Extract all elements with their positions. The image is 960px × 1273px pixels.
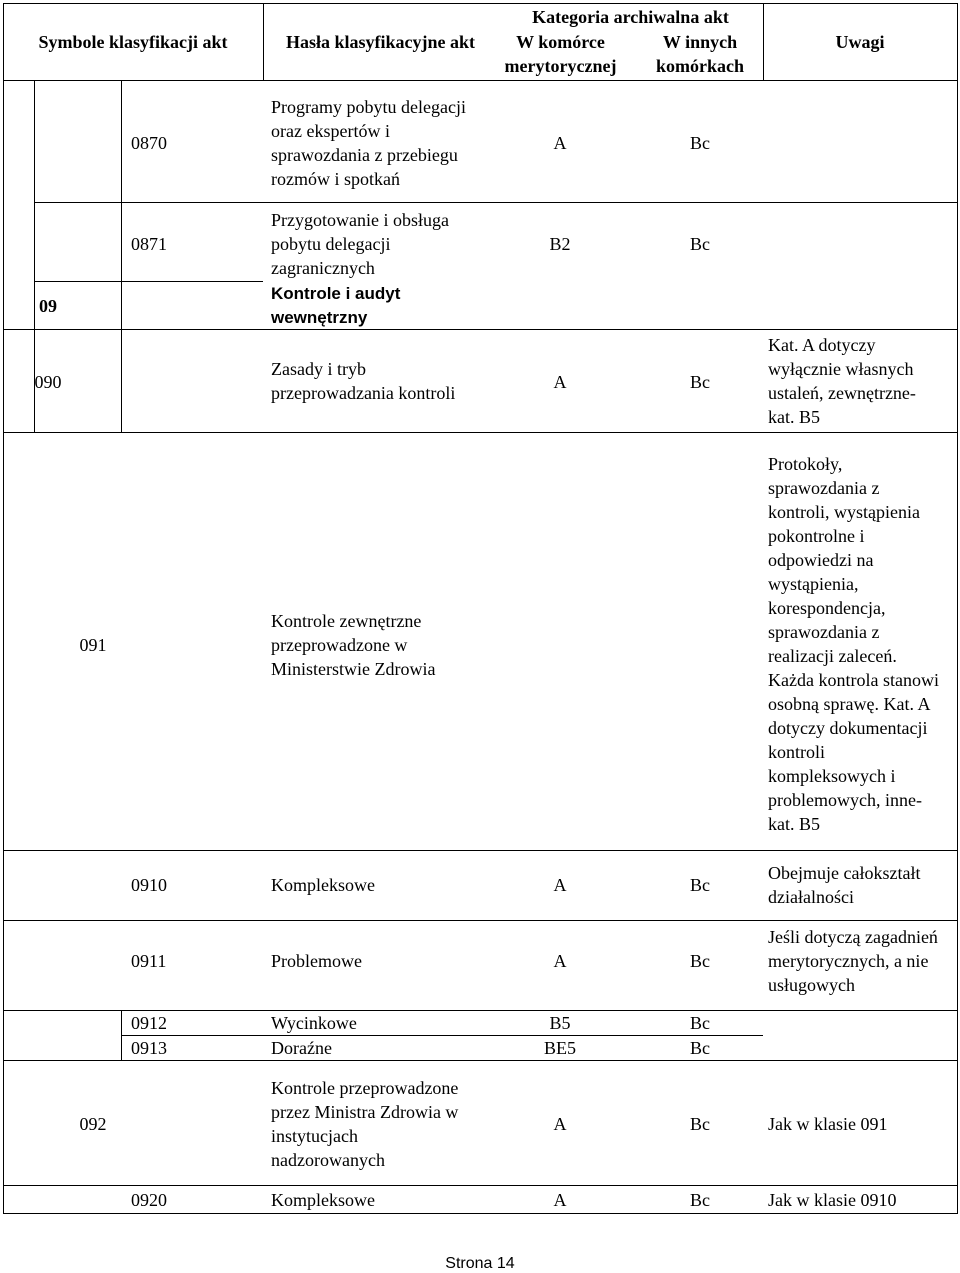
header-passwords: Hasła klasyfikacyjne akt [285,32,476,52]
cat-0912: B5 [549,1013,571,1033]
cat-092: A [553,1114,567,1134]
header-in-cell-1: W komórce [516,32,605,52]
title-090-line2: przeprowadzania kontroli [271,383,456,403]
other-090: Bc [690,372,710,392]
title-0870-line1: Programy pobytu delegacji [271,97,466,117]
title-09-line2: wewnętrzny [271,308,368,327]
rule-0871 [34,281,263,282]
symbol-0913: 0913 [131,1038,167,1058]
notes-0911-line3: usługowych [768,975,855,995]
symbol-0910: 0910 [131,875,167,895]
symbol-0871: 0871 [131,234,167,254]
symbol-0920: 0920 [131,1190,167,1210]
title-0910: Kompleksowe [271,875,375,895]
rule-left [3,3,4,1214]
notes-0910-line1: Obejmuje całokształt [768,863,921,883]
title-0871-line2: pobytu delegacji [271,234,391,254]
title-091-line1: Kontrole zewnętrzne [271,611,422,631]
title-0870-line3: sprawozdania z przebiegu [271,145,458,165]
title-09-line1: Kontrole i audyt [271,284,401,303]
other-0870: Bc [690,133,710,153]
cat-0911: A [553,951,567,971]
cat-0920: A [553,1190,567,1210]
title-0870-line4: rozmów i spotkań [271,169,400,189]
rule-bottom [3,1213,957,1214]
rule-092 [3,1185,957,1186]
notes-0920: Jak w klasie 0910 [768,1190,897,1210]
rule-col-b1 [121,80,122,432]
other-0910: Bc [690,875,710,895]
page-number: Strona 14 [445,1255,515,1272]
symbol-091: 091 [79,635,107,655]
symbol-092: 092 [79,1114,107,1134]
rule-col-b2 [121,1010,122,1060]
title-0911: Problemowe [271,951,362,971]
notes-0911-line1: Jeśli dotyczą zagadnień [768,927,938,947]
symbol-0911: 0911 [131,951,167,971]
header-notes: Uwagi [835,32,885,52]
other-092: Bc [690,1114,710,1134]
rule-090 [3,432,957,433]
header-in-cell-2: merytorycznej [504,56,617,76]
notes-091-line14: kompleksowych i [768,766,896,786]
rule-0910 [3,920,957,921]
title-092-line3: instytucjach [271,1126,358,1146]
other-0871: Bc [690,234,710,254]
notes-091-line2: sprawozdania z [768,478,880,498]
notes-0911-line2: merytorycznych, a nie [768,951,929,971]
notes-091-line1: Protokoły, [768,454,843,474]
notes-091-line10: Każda kontrola stanowi [768,670,939,690]
notes-091-line8: sprawozdania z [768,622,880,642]
other-0912: Bc [690,1013,710,1033]
title-0912: Wycinkowe [271,1013,357,1033]
title-0870-line2: oraz ekspertów i [271,121,390,141]
rule-0913 [3,1060,957,1061]
cat-0913: BE5 [543,1038,576,1058]
cat-0870: A [553,133,567,153]
notes-091-line4: pokontrolne i [768,526,865,546]
cat-090: A [553,372,567,392]
rule-top [3,3,957,4]
title-0913: Doraźne [271,1038,332,1058]
notes-090-line4: kat. B5 [768,407,820,427]
notes-091-line16: kat. B5 [768,814,820,834]
title-0871-line1: Przygotowanie i obsługa [271,210,449,230]
cat-0910: A [553,875,567,895]
symbol-0912: 0912 [131,1013,167,1033]
notes-091-line13: kontroli [768,742,825,762]
title-090-line1: Zasady i tryb [271,359,366,379]
title-092-line1: Kontrole przeprowadzone [271,1078,459,1098]
rule-0870 [34,202,957,203]
notes-091-line9: realizacji zaleceń. [768,646,897,666]
notes-090-line2: wyłącznie własnych [768,359,914,379]
notes-091-line15: problemowych, inne- [768,790,922,810]
symbol-09: 09 [39,296,57,316]
title-0920: Kompleksowe [271,1190,375,1210]
title-091-line3: Ministerstwie Zdrowia [271,659,436,679]
title-092-line2: przez Ministra Zdrowia w [271,1102,459,1122]
title-0871-line3: zagranicznych [271,258,375,278]
cat-0871: B2 [549,234,571,254]
other-0920: Bc [690,1190,710,1210]
title-091-line2: przeprowadzone w [271,635,408,655]
title-092-line4: nadzorowanych [271,1150,385,1170]
notes-091-line3: kontroli, wystąpienia [768,502,920,522]
other-0911: Bc [690,951,710,971]
notes-092: Jak w klasie 091 [768,1114,888,1134]
notes-091-line5: odpowiedzi na [768,550,874,570]
symbol-0870: 0870 [131,133,167,153]
notes-091-line12: dotyczy dokumentacji [768,718,928,738]
other-0913: Bc [690,1038,710,1058]
rule-header [3,80,957,81]
symbol-090: 090 [34,372,62,392]
header-other-1: W innych [662,32,738,52]
notes-090-line1: Kat. A dotyczy [768,335,876,355]
header-category: Kategoria archiwalna akt [532,7,729,27]
rule-right [957,3,958,1214]
rule-09 [3,329,957,330]
rule-091 [3,850,957,851]
header-other-2: komórkach [655,56,744,76]
notes-090-line3: ustaleń, zewnętrzne- [768,383,916,403]
notes-091-line6: wystąpienia, [768,574,859,594]
notes-091-line7: korespondencja, [768,598,886,618]
notes-091-line11: osobną sprawę. Kat. A [768,694,931,714]
notes-0910-line2: działalności [768,887,854,907]
header-symbols: Symbole klasyfikacji akt [38,32,228,52]
